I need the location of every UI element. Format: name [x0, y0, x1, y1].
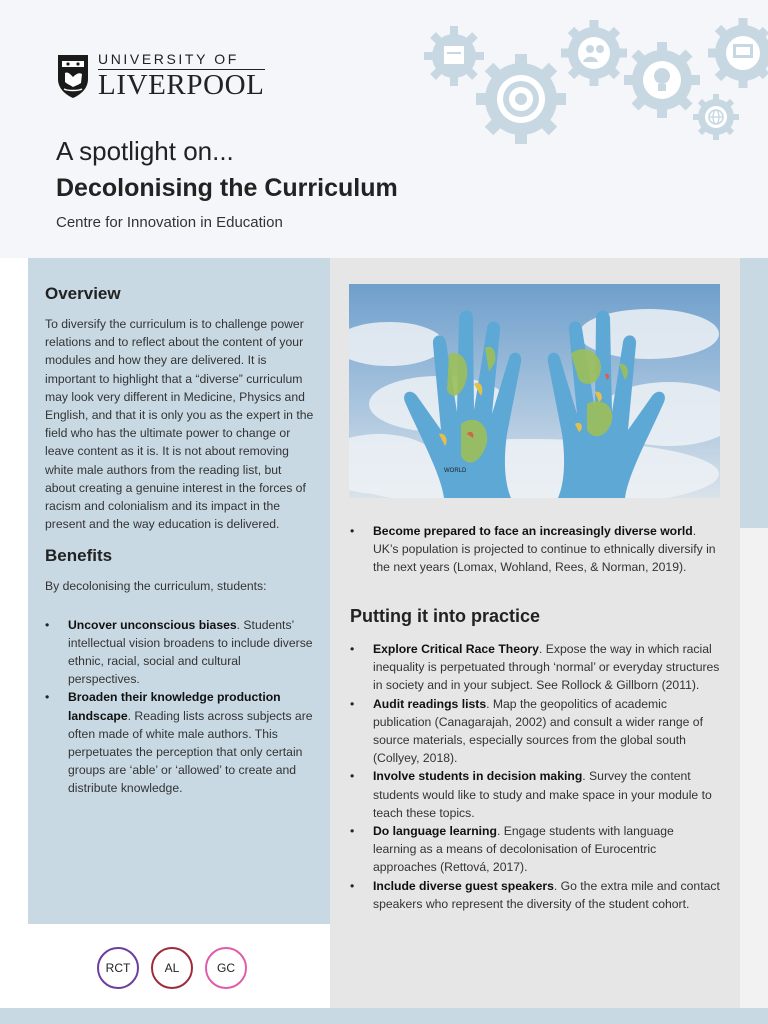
globe-gear-icon	[693, 94, 739, 140]
page-title: Decolonising the Curriculum	[56, 174, 398, 202]
practice-title: Explore Critical Race Theory	[373, 642, 539, 656]
gears-illustration	[420, 8, 768, 158]
benefits-list-continued	[350, 522, 720, 577]
practice-text: . Engage students with language learning as a means of decolonisation of Eurocentric approaches (Rettová, 2017).	[373, 824, 674, 875]
people-gear-icon	[561, 20, 627, 86]
benefit-title: Become prepared to face an increasingly diverse world	[373, 524, 693, 538]
benefits-list	[45, 616, 315, 798]
practice-title: Audit readings lists	[373, 696, 487, 711]
logo-university-of: UNIVERSITY OF	[98, 51, 239, 67]
practice-title: Do language learning	[373, 824, 497, 839]
list-item	[350, 767, 720, 822]
practice-text: . Go the extra mile and contact speakers who represent the diversity of the student cohort.	[373, 878, 720, 911]
list-item	[350, 522, 720, 577]
university-logo[interactable]	[56, 52, 265, 100]
list-item	[45, 616, 315, 689]
practice-title: Involve students in decision making	[373, 769, 583, 784]
tag-gc[interactable]: GC	[205, 947, 247, 989]
left-column	[45, 284, 315, 798]
right-column-top	[350, 522, 720, 577]
practice-heading: Putting it into practice	[350, 606, 541, 626]
benefit-title: Broaden their knowledge production landscape	[68, 690, 281, 723]
calendar-gear-icon	[424, 26, 484, 86]
benefit-text: . UK’s population is projected to continue to ethnically diversify in the next years (Lomax, Wohland, Rees, & Norman, 2019).	[373, 524, 716, 575]
practice-title: Include diverse guest speakers	[373, 878, 554, 893]
tag-badges	[97, 947, 247, 989]
overview-text: To diversify the curriculum is to challenge power relations and to reflect about the content of your modules and how they are delivered. It is important to highlight that a “diverse” curriculum may look very different in Medicine, Physics and English, and that it is only you as the expert in the field who has the ultimate power to change or leave content as it is. It is not about removing white male authors from the reading list, but about creating a genuine interest in the forces of racism and colonialism and its impact in the present and the way education is delivered.	[45, 317, 314, 532]
edge-accent-grey	[740, 528, 768, 1008]
logo-liverpool: LIVERPOOL	[98, 69, 265, 101]
world-caption: WORLD	[444, 468, 467, 474]
world-map-hands-image	[349, 284, 720, 498]
bottom-strip	[0, 1008, 768, 1024]
presentation-gear-icon	[708, 18, 768, 88]
page-subtitle: Centre for Innovation in Education	[56, 214, 283, 231]
tag-rct[interactable]: RCT	[97, 947, 139, 989]
benefits-intro: By decolonising the curriculum, students:	[45, 579, 267, 594]
practice-list	[350, 640, 720, 913]
practice-section	[350, 640, 720, 913]
benefits-heading: Benefits	[45, 546, 113, 566]
list-item	[350, 877, 720, 913]
edge-accent-blue	[740, 258, 768, 528]
tag-al[interactable]: AL	[151, 947, 193, 989]
benefit-title: Uncover unconscious biases	[68, 617, 237, 632]
practice-text: . Survey the content students would like to study and make space in your module to teach these topics.	[373, 769, 712, 820]
benefit-text: . Students’ intellectual vision broadens to include diverse ethnic, racial, social and cultural perspectives.	[68, 617, 313, 687]
lightbulb-gear-icon	[624, 42, 700, 118]
list-item	[350, 640, 720, 695]
liverpool-crest-icon	[56, 53, 90, 99]
practice-text: . Expose the way in which racial inequality is perpetuated through ‘normal’ or everyday structures in society and in your subject. See Rollock & Gillborn (2011).	[373, 642, 720, 693]
list-item	[350, 695, 720, 768]
practice-text: . Map the geopolitics of academic publication (Canagarajah, 2002) and consult a wider range of source materials, especially sources from the global south (Collyey, 2018).	[373, 696, 703, 766]
list-item	[45, 688, 315, 797]
target-gear-icon	[476, 54, 566, 144]
overview-heading: Overview	[45, 284, 121, 303]
page-kicker: A spotlight on...	[56, 136, 234, 166]
benefit-text: . Reading lists across subjects are often made of white male authors. This perpetuates the perception that only certain groups are ‘able’ or ‘allowed’ to create and distribute knowledge.	[68, 708, 313, 796]
list-item	[350, 822, 720, 877]
